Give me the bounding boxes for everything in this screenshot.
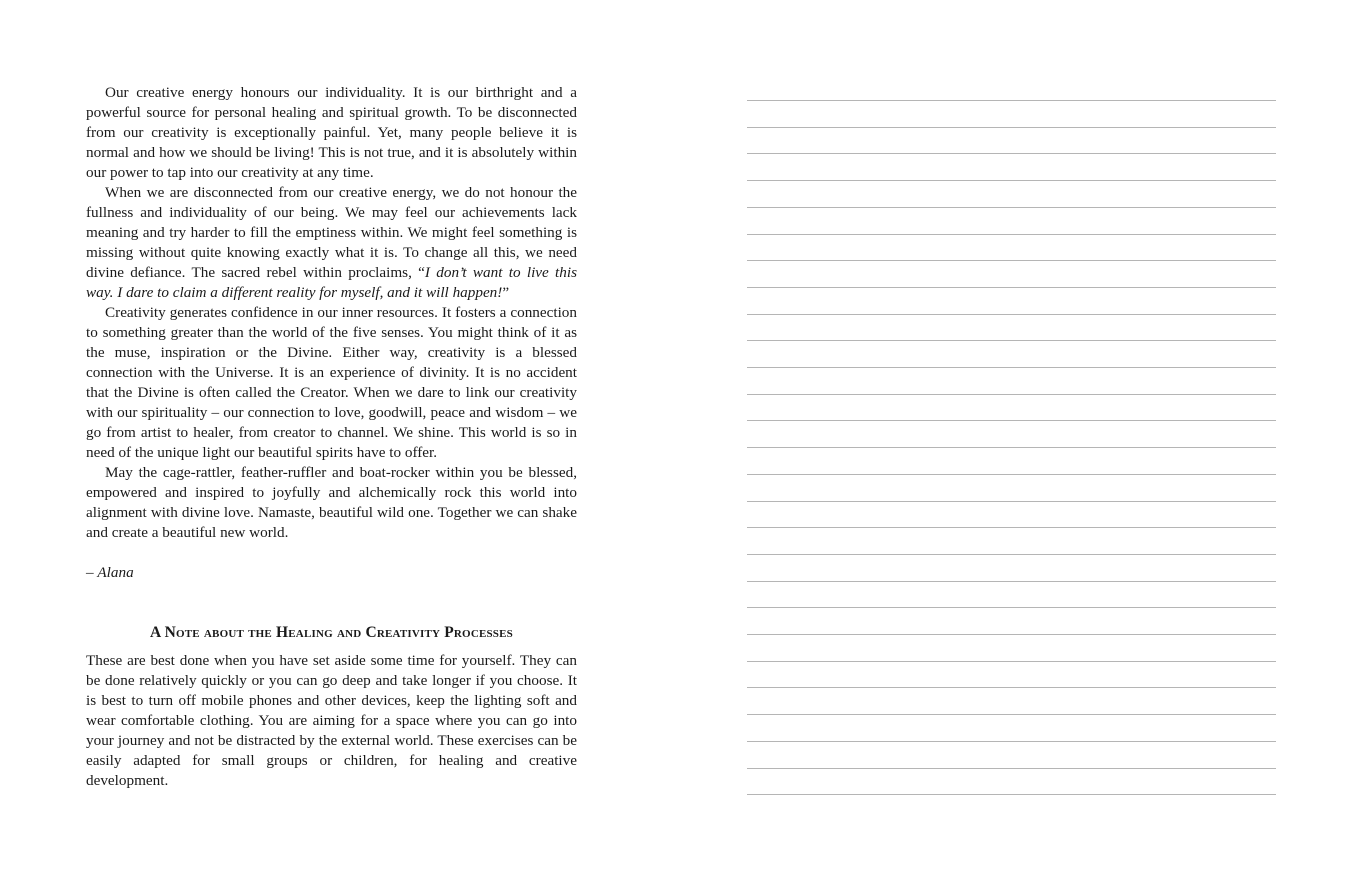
writing-line — [747, 607, 1276, 608]
writing-line — [747, 180, 1276, 181]
writing-line — [747, 661, 1276, 662]
writing-line — [747, 634, 1276, 635]
writing-line — [747, 260, 1276, 261]
writing-line — [747, 207, 1276, 208]
writing-line — [747, 367, 1276, 368]
writing-line — [747, 527, 1276, 528]
writing-line — [747, 287, 1276, 288]
paragraph-text: Creativity generates confidence in our inner resources. It fosters a connection to something greater than the world of the five senses. You might think of it as the muse, inspiration or the Divine. Either way, creativity is a blessed connection with the Universe. It is an experience of divinity. It is no accident that the Divine is often called the Creator. When we dare to link our creativity with our spirituality – our connection to love, goodwill, peace and wisdom – we go from artist to healer, from creator to channel. We shine. This world is so in need of the unique light our beautiful spirits have to offer. — [86, 304, 577, 461]
writing-line — [747, 394, 1276, 395]
intro-paragraphs — [86, 83, 577, 543]
writing-line — [747, 714, 1276, 715]
writing-line — [747, 127, 1276, 128]
writing-line — [747, 314, 1276, 315]
paragraph-text: When we are disconnected from our creative energy, we do not honour the fullness and individuality of our being. We may feel our achievements lack meaning and try harder to fill the emptiness within. We might feel something is missing without quite knowing exactly what it is. To change all this, we need divine defiance. The sacred rebel within proclaims, “ — [86, 184, 577, 281]
note-paragraph: These are best done when you have set aside some time for yourself. They can be done relatively quickly or you can go deep and take longer if you choose. It is best to turn off mobile phones and other devices, keep the lighting soft and wear comfortable clothing. You are aiming for a space where you can go into your journey and not be distracted by the external world. These exercises can be easily adapted for small groups or children, for healing and creative development. — [86, 652, 577, 789]
paragraph-text: May the cage-rattler, feather-ruffler and boat-rocker within you be blessed, empowered and inspired to joyfully and alchemically rock this world into alignment with divine love. Namaste, beautiful wild one. Together we can shake and create a beautiful new world. — [86, 464, 577, 541]
writing-line — [747, 447, 1276, 448]
quoted-text: I don’t want to live this way. I dare to claim a different reality for myself, and it will happen! — [86, 264, 577, 301]
signature-dash: – — [86, 564, 98, 581]
writing-line — [747, 501, 1276, 502]
writing-line — [747, 420, 1276, 421]
paragraph-text: ” — [502, 284, 510, 301]
writing-line — [747, 554, 1276, 555]
writing-line — [747, 687, 1276, 688]
paragraph-text: Our creative energy honours our individuality. It is our birthright and a powerful source for personal healing and spiritual growth. To be disconnected from our creativity is exceptionally painful. Yet, many people believe it is normal and how we should be living! This is not true, and it is absolutely within our power to tap into our creativity at any time. — [86, 84, 577, 181]
body-paragraph — [86, 183, 577, 303]
body-paragraph — [86, 83, 577, 183]
body-paragraph — [86, 303, 577, 463]
writing-line — [747, 474, 1276, 475]
signature — [86, 563, 577, 583]
writing-line — [747, 581, 1276, 582]
writing-line — [747, 100, 1276, 101]
left-page — [86, 83, 577, 791]
body-paragraph — [86, 463, 577, 543]
writing-line — [747, 794, 1276, 795]
writing-line — [747, 153, 1276, 154]
note-heading: A Note about the Healing and Creativity Processes — [150, 624, 513, 641]
writing-line — [747, 768, 1276, 769]
writing-line — [747, 741, 1276, 742]
writing-line — [747, 340, 1276, 341]
writing-line — [747, 234, 1276, 235]
signature-name: Alana — [97, 564, 134, 581]
